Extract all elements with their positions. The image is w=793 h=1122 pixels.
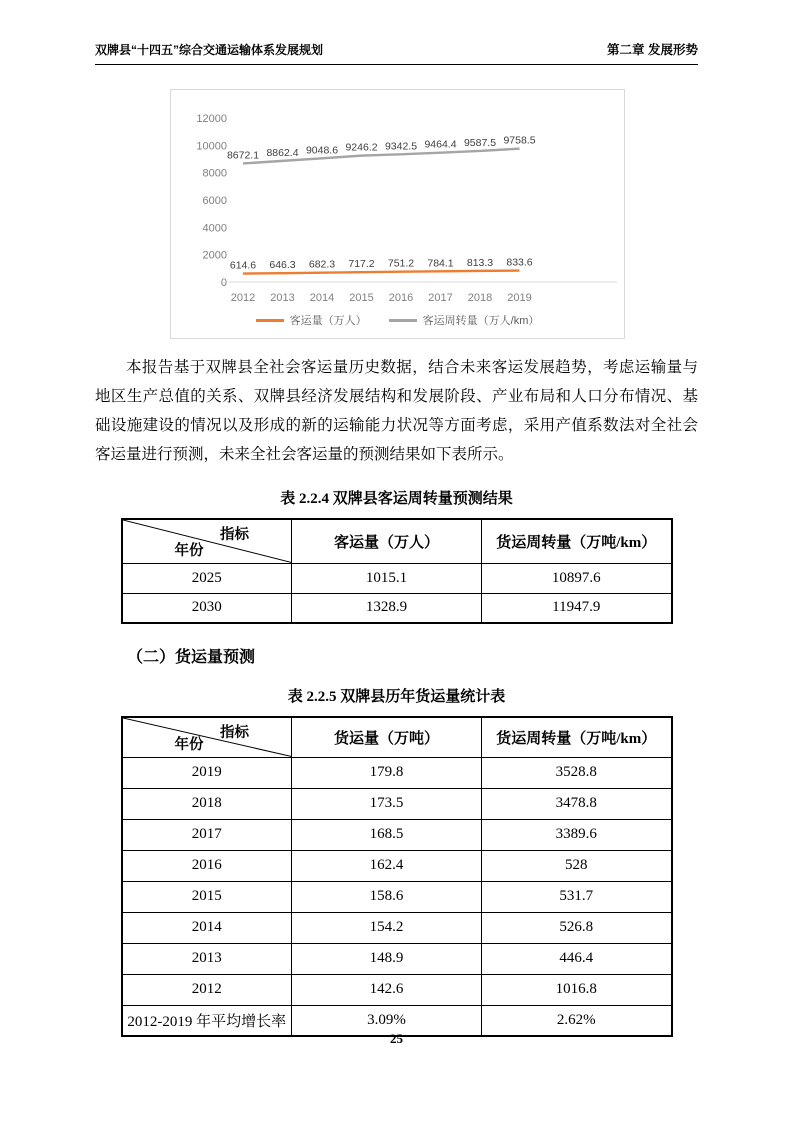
table-cell: 11947.9 xyxy=(482,593,672,623)
column-header: 货运量（万吨） xyxy=(292,717,482,757)
svg-text:9587.5: 9587.5 xyxy=(463,136,497,149)
corner-label-indicator: 指标 xyxy=(220,725,249,741)
svg-text:813.3: 813.3 xyxy=(466,256,494,269)
table-cell: 2018 xyxy=(122,788,292,819)
legend-swatch-passenger-turnover xyxy=(389,319,417,322)
column-header: 货运周转量（万吨/km） xyxy=(482,519,672,563)
svg-text:4000: 4000 xyxy=(202,222,227,235)
table-cell: 2012-2019 年平均增长率 xyxy=(122,1005,292,1036)
svg-text:2018: 2018 xyxy=(467,292,493,304)
table-cell: 173.5 xyxy=(292,788,482,819)
table-row xyxy=(122,850,672,881)
svg-text:12000: 12000 xyxy=(196,113,227,125)
svg-text:2016: 2016 xyxy=(388,292,414,304)
table-cell: 446.4 xyxy=(482,943,672,974)
table-cell: 158.6 xyxy=(292,881,482,912)
legend-label-passenger-turnover: 客运周转量（万人/km） xyxy=(422,315,540,327)
table-cell: 1015.1 xyxy=(292,563,482,593)
table-row xyxy=(122,593,672,623)
svg-text:784.1: 784.1 xyxy=(427,257,454,270)
svg-text:2012: 2012 xyxy=(230,292,256,304)
legend-item-passenger-turnover xyxy=(389,312,540,328)
svg-text:8862.4: 8862.4 xyxy=(266,146,299,159)
legend-swatch-passenger-volume xyxy=(256,319,284,322)
table-cell: 1328.9 xyxy=(292,593,482,623)
svg-text:8672.1: 8672.1 xyxy=(226,149,260,162)
corner-label-indicator: 指标 xyxy=(220,527,249,543)
table-row xyxy=(122,757,672,788)
table-cell: 142.6 xyxy=(292,974,482,1005)
freight-statistics-table xyxy=(121,716,673,1037)
table-cell: 2019 xyxy=(122,757,292,788)
svg-text:2000: 2000 xyxy=(202,249,227,262)
table-row xyxy=(122,974,672,1005)
chart-legend xyxy=(171,308,624,332)
table-cell: 154.2 xyxy=(292,912,482,943)
passenger-volume-chart xyxy=(170,89,625,339)
table-cell: 2017 xyxy=(122,819,292,850)
table-cell: 526.8 xyxy=(482,912,672,943)
section-heading-freight-forecast: （二）货运量预测 xyxy=(127,649,256,666)
passenger-forecast-table xyxy=(121,518,673,624)
page-header xyxy=(95,40,698,65)
svg-text:2013: 2013 xyxy=(270,292,295,304)
table-cell: 2014 xyxy=(122,912,292,943)
page-number: 25 xyxy=(390,1031,403,1046)
table-row xyxy=(122,912,672,943)
table-cell: 2015 xyxy=(122,881,292,912)
table-cell: 2.62% xyxy=(482,1005,672,1036)
table-cell: 168.5 xyxy=(292,819,482,850)
svg-text:9758.5: 9758.5 xyxy=(503,134,536,147)
table-cell: 10897.6 xyxy=(482,563,672,593)
table-cell: 3478.8 xyxy=(482,788,672,819)
svg-text:9246.2: 9246.2 xyxy=(345,141,378,154)
diagonal-divider-line xyxy=(123,718,292,757)
table-cell: 531.7 xyxy=(482,881,672,912)
table-row xyxy=(122,881,672,912)
legend-label-passenger-volume: 客运量（万人） xyxy=(289,315,367,327)
table-cell: 2013 xyxy=(122,943,292,974)
table-cell: 162.4 xyxy=(292,850,482,881)
table-header-row xyxy=(122,519,672,563)
body-paragraph: 本报告基于双牌县全社会客运量历史数据，结合未来客运发展趋势，考虑运输量与地区生产总值的关系、双牌县经济发展结构和发展阶段、产业布局和人口分布情况、基础设施建设的情况以及形成的新的运输能力状况等方面考虑，采用产值系数法对全社会客运量进行预测，未来全社会客运量的预测结果如下表所示。 xyxy=(95,359,698,463)
table-row xyxy=(122,943,672,974)
table-cell: 1016.8 xyxy=(482,974,672,1005)
legend-item-passenger-volume xyxy=(256,312,367,328)
svg-text:2015: 2015 xyxy=(349,292,374,304)
header-document-title: 双牌县“十四五”综合交通运输体系发展规划 xyxy=(95,43,324,57)
table-header-row xyxy=(122,717,672,757)
table-cell: 3528.8 xyxy=(482,757,672,788)
svg-text:614.6: 614.6 xyxy=(229,259,257,272)
svg-text:9464.4: 9464.4 xyxy=(424,138,457,151)
corner-header-cell xyxy=(122,519,292,563)
corner-label-year: 年份 xyxy=(174,736,204,753)
table-cell: 2030 xyxy=(122,593,292,623)
corner-label-year: 年份 xyxy=(174,542,204,559)
svg-text:682.3: 682.3 xyxy=(308,258,336,271)
corner-header-cell xyxy=(122,717,292,757)
svg-text:0: 0 xyxy=(220,277,227,289)
table-row xyxy=(122,819,672,850)
svg-text:2017: 2017 xyxy=(428,292,453,304)
svg-text:751.2: 751.2 xyxy=(387,257,415,270)
table-cell: 528 xyxy=(482,850,672,881)
svg-text:10000: 10000 xyxy=(196,140,227,153)
line-chart-canvas xyxy=(171,96,624,308)
svg-text:646.3: 646.3 xyxy=(269,259,296,272)
table-cell: 148.9 xyxy=(292,943,482,974)
svg-text:9048.6: 9048.6 xyxy=(305,144,339,157)
table2-caption: 表 2.2.5 双牌县历年货运量统计表 xyxy=(287,689,506,705)
table-cell: 3.09% xyxy=(292,1005,482,1036)
table-cell: 2025 xyxy=(122,563,292,593)
svg-text:2019: 2019 xyxy=(507,292,532,304)
table1-caption: 表 2.2.4 双牌县客运周转量预测结果 xyxy=(280,491,513,507)
table-cell: 179.8 xyxy=(292,757,482,788)
svg-text:8000: 8000 xyxy=(202,167,227,180)
table-cell: 3389.6 xyxy=(482,819,672,850)
table-cell: 2016 xyxy=(122,850,292,881)
table-row xyxy=(122,563,672,593)
table-row xyxy=(122,788,672,819)
column-header: 货运周转量（万吨/km） xyxy=(482,717,672,757)
svg-text:6000: 6000 xyxy=(202,195,227,207)
column-header: 客运量（万人） xyxy=(292,519,482,563)
svg-text:717.2: 717.2 xyxy=(348,258,375,271)
table-cell: 2012 xyxy=(122,974,292,1005)
svg-text:833.6: 833.6 xyxy=(506,256,533,269)
svg-text:9342.5: 9342.5 xyxy=(384,140,418,153)
svg-text:2014: 2014 xyxy=(309,292,335,304)
diagonal-divider-line xyxy=(123,520,292,563)
header-chapter-title: 第二章 发展形势 xyxy=(607,43,698,57)
